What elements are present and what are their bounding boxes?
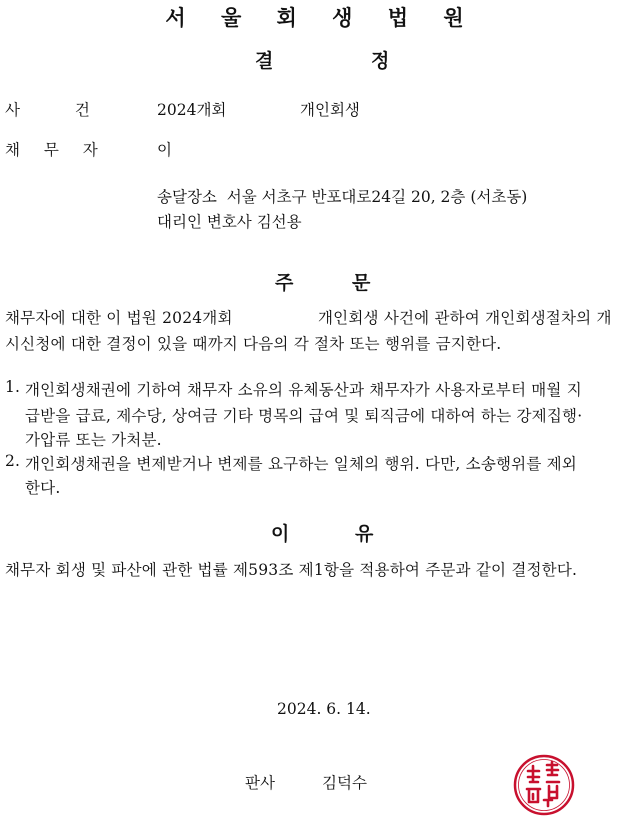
debtor-name: 이 bbox=[157, 141, 172, 159]
item-2-line-2: 한다. bbox=[25, 479, 61, 497]
doc-type-right: 정 bbox=[371, 50, 390, 72]
debtor-address: 송달장소 서울 서초구 반포대로24길 20, 2층 (서초동) bbox=[157, 188, 528, 206]
order-heading-right: 문 bbox=[352, 272, 371, 294]
debtor-label: 채 무 자 bbox=[5, 141, 98, 159]
judge-title: 판사 bbox=[245, 774, 275, 792]
reason-heading-right: 유 bbox=[355, 523, 374, 545]
court-name: 서 울 회 생 법 원 bbox=[165, 5, 478, 30]
judge-name: 김덕수 bbox=[322, 774, 367, 792]
debtor-agent: 대리인 변호사 김선용 bbox=[157, 213, 302, 231]
item-2-line-1: 개인회생채권을 변제받거나 변제를 요구하는 일체의 행위. 다만, 소송행위를 제외 bbox=[25, 455, 577, 473]
case-label: 사 건 bbox=[5, 101, 90, 119]
decision-date: 2024. 6. 14. bbox=[277, 700, 371, 718]
order-line-1a: 채무자에 대한 이 법원 2024개회 bbox=[5, 309, 233, 327]
item-1-line-2: 급받을 급료, 제수당, 상여금 기타 명목의 급여 및 퇴직금에 대하여 하는 강제집행· bbox=[25, 407, 583, 425]
item-1-number: 1. bbox=[5, 378, 21, 396]
order-line-2: 시신청에 대한 결정이 있을 때까지 다음의 각 절차 또는 행위를 금지한다. bbox=[5, 335, 502, 353]
item-1-line-3: 가압류 또는 가처분. bbox=[25, 431, 162, 449]
reason-heading-left: 이 bbox=[271, 523, 290, 545]
order-line-1b: 개인회생 사건에 관하여 개인회생절차의 개 bbox=[318, 309, 612, 327]
court-seal-icon bbox=[513, 754, 575, 816]
reason-text: 채무자 회생 및 파산에 관한 법률 제593조 제1항을 적용하여 주문과 같이 결정한다. bbox=[5, 561, 578, 579]
order-heading-left: 주 bbox=[275, 272, 294, 294]
case-name: 개인회생 bbox=[300, 101, 360, 119]
case-number: 2024개회 bbox=[157, 101, 227, 119]
item-1-line-1: 개인회생채권에 기하여 채무자 소유의 유체동산과 채무자가 사용자로부터 매월 지 bbox=[25, 381, 582, 399]
doc-type-left: 결 bbox=[255, 50, 274, 72]
item-2-number: 2. bbox=[5, 452, 21, 470]
